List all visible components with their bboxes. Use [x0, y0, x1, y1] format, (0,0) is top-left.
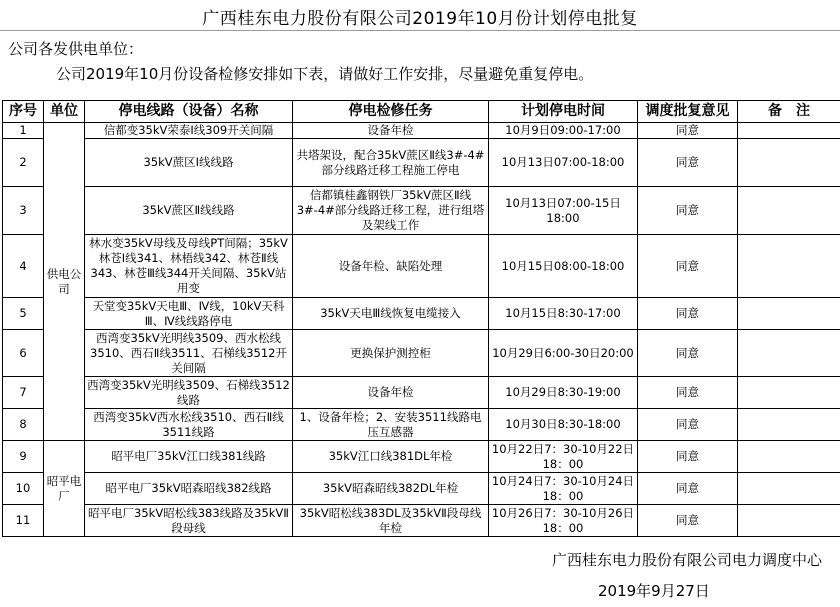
- cell-no: 2: [3, 139, 44, 187]
- col-header-time: 计划停电时间: [489, 101, 638, 123]
- cell-task: 35kV江口线381DL年检: [293, 441, 489, 473]
- table-header-row: [3, 101, 840, 123]
- cell-time: 10月24日7：30-10月24日18：00: [489, 473, 638, 505]
- cell-line: 西湾变35kV光明线3509、石梯线3512线路: [85, 377, 293, 409]
- col-header-remark: 备 注: [738, 101, 840, 123]
- cell-no: 5: [3, 298, 44, 330]
- cell-no: 7: [3, 377, 44, 409]
- addressee: 公司各发供电单位：: [8, 40, 144, 58]
- cell-remark: [738, 441, 840, 473]
- title-divider: [0, 30, 840, 31]
- cell-no: 3: [3, 187, 44, 235]
- table-row: [3, 330, 840, 377]
- cell-line: 西湾变35kV西水松线3510、西石Ⅱ线3511线路: [85, 409, 293, 441]
- cell-line: 昭平电厂35kV昭森昭线382线路: [85, 473, 293, 505]
- cell-task: 35kV天电Ⅲ线恢复电缆接入: [293, 298, 489, 330]
- cell-remark: [738, 377, 840, 409]
- document-title: 广西桂东电力股份有限公司2019年10月份计划停电批复: [202, 9, 638, 29]
- cell-no: 4: [3, 235, 44, 298]
- cell-task: 共塔架设，配合35kV蔗区Ⅱ线3#-4#部分线路迁移工程施工停电: [293, 139, 489, 187]
- cell-line: 昭平电厂35kV昭松线383线路及35kVⅡ段母线: [85, 505, 293, 537]
- cell-time: 10月22日7：30-10月22日18：00: [489, 441, 638, 473]
- col-header-opinion: 调度批复意见: [638, 101, 738, 123]
- cell-no: 8: [3, 409, 44, 441]
- cell-task: 更换保护测控柜: [293, 330, 489, 377]
- cell-time: 10月9日09:00-17:00: [489, 123, 638, 139]
- cell-remark: [738, 187, 840, 235]
- cell-opinion: 同意: [638, 377, 738, 409]
- issuing-organization: 广西桂东电力股份有限公司电力调度中心: [551, 551, 822, 569]
- cell-time: 10月30日8:30-18:00: [489, 409, 638, 441]
- col-header-unit: 单位: [44, 101, 85, 123]
- col-header-no: 序号: [3, 101, 44, 123]
- cell-task: 设备年检: [293, 123, 489, 139]
- cell-remark: [738, 330, 840, 377]
- cell-remark: [738, 505, 840, 537]
- cell-opinion: 同意: [638, 298, 738, 330]
- cell-time: 10月13日07:00-18:00: [489, 139, 638, 187]
- cell-remark: [738, 298, 840, 330]
- table-row: [3, 377, 840, 409]
- cell-time: 10月13日07:00-15日18:00: [489, 187, 638, 235]
- cell-line: 信都变35kV荣泰Ⅰ线309开关间隔: [85, 123, 293, 139]
- cell-opinion: 同意: [638, 505, 738, 537]
- cell-opinion: 同意: [638, 139, 738, 187]
- unit-cell-supply: 供电公司: [44, 123, 85, 441]
- cell-no: 11: [3, 505, 44, 537]
- table-row: [3, 123, 840, 139]
- cell-line: 天堂变35kV天电Ⅲ、Ⅳ线，10kV天科Ⅲ、Ⅳ线线路停电: [85, 298, 293, 330]
- table-row: [3, 505, 840, 537]
- col-header-task: 停电检修任务: [293, 101, 489, 123]
- cell-line: 35kV蔗区Ⅰ线线路: [85, 139, 293, 187]
- unit-cell-zhaoping: 昭平电厂: [44, 441, 85, 537]
- cell-opinion: 同意: [638, 409, 738, 441]
- cell-task: 35kV昭松线383DL及35kVⅡ段母线年检: [293, 505, 489, 537]
- intro-paragraph: 公司2019年10月份设备检修安排如下表，请做好工作安排，尽量避免重复停电。: [56, 65, 594, 83]
- cell-task: 1、设备年检；2、安装3511线路电压互感器: [293, 409, 489, 441]
- cell-no: 9: [3, 441, 44, 473]
- cell-line: 西湾变35kV光明线3509、西水松线3510、西石Ⅱ线3511、石梯线3512开关间隔: [85, 330, 293, 377]
- cell-line: 昭平电厂35kV江口线381线路: [85, 441, 293, 473]
- cell-time: 10月15日8:30-17:00: [489, 298, 638, 330]
- cell-no: 1: [3, 123, 44, 139]
- cell-line: 35kV蔗区Ⅱ线线路: [85, 187, 293, 235]
- cell-no: 10: [3, 473, 44, 505]
- cell-time: 10月26日7：30-10月26日18：00: [489, 505, 638, 537]
- cell-opinion: 同意: [638, 330, 738, 377]
- outage-plan-table: [2, 100, 840, 537]
- cell-remark: [738, 123, 840, 139]
- cell-task: 设备年检、缺陷处理: [293, 235, 489, 298]
- table-row: [3, 473, 840, 505]
- cell-task: 35kV昭森昭线382DL年检: [293, 473, 489, 505]
- cell-remark: [738, 473, 840, 505]
- cell-remark: [738, 139, 840, 187]
- cell-opinion: 同意: [638, 235, 738, 298]
- cell-task: 设备年检: [293, 377, 489, 409]
- cell-line: 林水变35kV母线及母线PT间隔；35kV林苍Ⅰ线341、林梧线342、林苍Ⅱ线343、林苍Ⅲ线344开关间隔、35kV站用变: [85, 235, 293, 298]
- table-row: [3, 441, 840, 473]
- table-row: [3, 139, 840, 187]
- cell-remark: [738, 409, 840, 441]
- cell-opinion: 同意: [638, 123, 738, 139]
- issue-date: 2019年9月27日: [598, 582, 710, 600]
- cell-time: 10月15日08:00-18:00: [489, 235, 638, 298]
- cell-task: 信都镇桂鑫钢铁厂35kV蔗区Ⅱ线3#-4#部分线路迁移工程，进行组塔及架线工作: [293, 187, 489, 235]
- cell-opinion: 同意: [638, 473, 738, 505]
- col-header-line: 停电线路（设备）名称: [85, 101, 293, 123]
- cell-time: 10月29日6:00-30日20:00: [489, 330, 638, 377]
- cell-remark: [738, 235, 840, 298]
- cell-time: 10月29日8:30-19:00: [489, 377, 638, 409]
- cell-opinion: 同意: [638, 441, 738, 473]
- cell-no: 6: [3, 330, 44, 377]
- table-row: [3, 409, 840, 441]
- table-row: [3, 187, 840, 235]
- table-row: [3, 298, 840, 330]
- table-row: [3, 235, 840, 298]
- cell-opinion: 同意: [638, 187, 738, 235]
